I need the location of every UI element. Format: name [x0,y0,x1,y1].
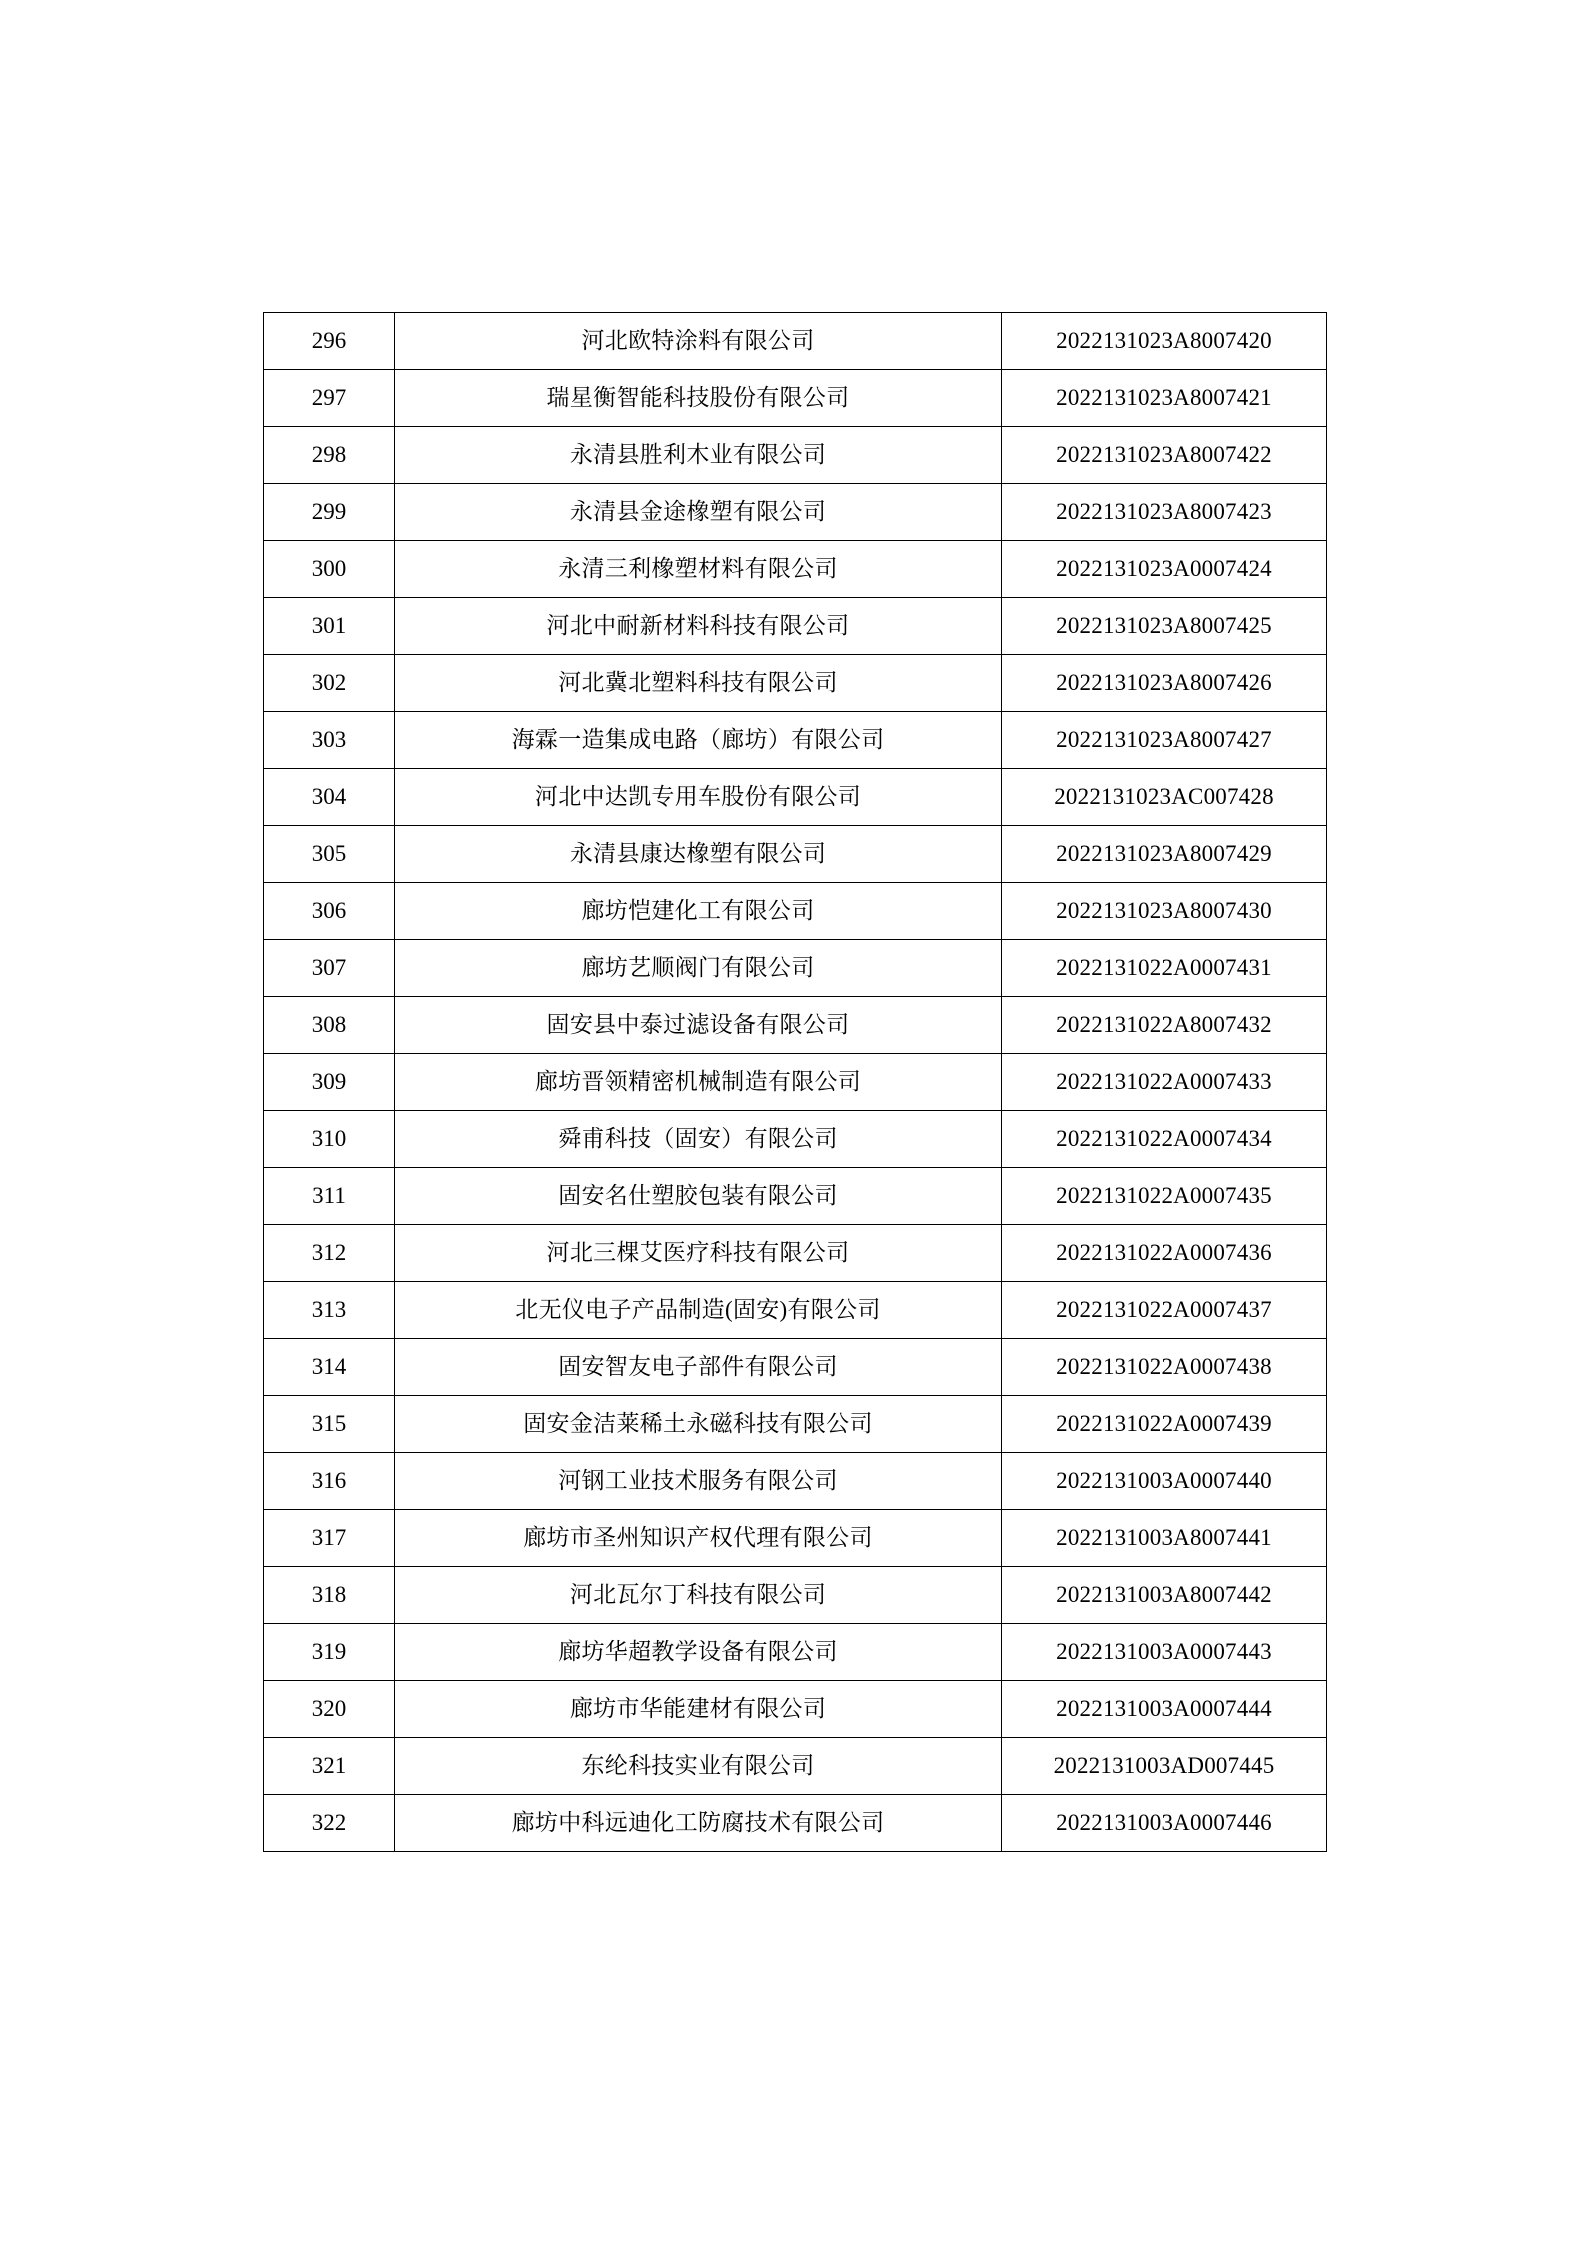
row-index-cell: 301 [264,598,395,655]
certificate-code-cell: 2022131022A0007438 [1002,1339,1327,1396]
row-index-cell: 300 [264,541,395,598]
company-list-table-container [263,312,1326,1852]
table-row [264,541,1327,598]
company-name-cell: 固安金洁莱稀土永磁科技有限公司 [395,1396,1002,1453]
row-index-cell: 297 [264,370,395,427]
row-index-cell: 310 [264,1111,395,1168]
company-name-cell: 固安县中泰过滤设备有限公司 [395,997,1002,1054]
row-index-cell: 303 [264,712,395,769]
company-name-cell: 河钢工业技术服务有限公司 [395,1453,1002,1510]
company-name-cell: 北无仪电子产品制造(固安)有限公司 [395,1282,1002,1339]
certificate-code-cell: 2022131023A8007429 [1002,826,1327,883]
company-name-cell: 永清县康达橡塑有限公司 [395,826,1002,883]
table-row [264,826,1327,883]
table-row [264,655,1327,712]
company-name-cell: 廊坊中科远迪化工防腐技术有限公司 [395,1795,1002,1852]
row-index-cell: 315 [264,1396,395,1453]
certificate-code-cell: 2022131022A0007431 [1002,940,1327,997]
certificate-code-cell: 2022131003A0007443 [1002,1624,1327,1681]
row-index-cell: 318 [264,1567,395,1624]
row-index-cell: 321 [264,1738,395,1795]
company-name-cell: 河北瓦尔丁科技有限公司 [395,1567,1002,1624]
row-index-cell: 320 [264,1681,395,1738]
row-index-cell: 302 [264,655,395,712]
company-name-cell: 廊坊晋领精密机械制造有限公司 [395,1054,1002,1111]
table-row [264,484,1327,541]
table-row [264,1168,1327,1225]
company-name-cell: 河北中达凯专用车股份有限公司 [395,769,1002,826]
row-index-cell: 313 [264,1282,395,1339]
company-name-cell: 永清县金途橡塑有限公司 [395,484,1002,541]
certificate-code-cell: 2022131003A8007442 [1002,1567,1327,1624]
company-name-cell: 固安智友电子部件有限公司 [395,1339,1002,1396]
company-name-cell: 永清三利橡塑材料有限公司 [395,541,1002,598]
table-row [264,1339,1327,1396]
table-row [264,427,1327,484]
company-name-cell: 廊坊艺顺阀门有限公司 [395,940,1002,997]
certificate-code-cell: 2022131003A0007440 [1002,1453,1327,1510]
certificate-code-cell: 2022131022A0007434 [1002,1111,1327,1168]
row-index-cell: 299 [264,484,395,541]
table-row [264,370,1327,427]
certificate-code-cell: 2022131003A0007444 [1002,1681,1327,1738]
company-name-cell: 河北三棵艾医疗科技有限公司 [395,1225,1002,1282]
certificate-code-cell: 2022131023A0007424 [1002,541,1327,598]
row-index-cell: 305 [264,826,395,883]
row-index-cell: 304 [264,769,395,826]
certificate-code-cell: 2022131023AC007428 [1002,769,1327,826]
table-row [264,1510,1327,1567]
table-row [264,997,1327,1054]
row-index-cell: 314 [264,1339,395,1396]
company-name-cell: 瑞星衡智能科技股份有限公司 [395,370,1002,427]
row-index-cell: 307 [264,940,395,997]
table-row [264,1054,1327,1111]
table-body [264,313,1327,1852]
table-row [264,883,1327,940]
certificate-code-cell: 2022131023A8007422 [1002,427,1327,484]
certificate-code-cell: 2022131022A0007437 [1002,1282,1327,1339]
company-name-cell: 河北冀北塑料科技有限公司 [395,655,1002,712]
table-row [264,1225,1327,1282]
table-row [264,313,1327,370]
table-row [264,1396,1327,1453]
certificate-code-cell: 2022131023A8007425 [1002,598,1327,655]
table-row [264,1567,1327,1624]
row-index-cell: 319 [264,1624,395,1681]
company-name-cell: 廊坊华超教学设备有限公司 [395,1624,1002,1681]
company-name-cell: 廊坊市圣州知识产权代理有限公司 [395,1510,1002,1567]
certificate-code-cell: 2022131022A0007439 [1002,1396,1327,1453]
row-index-cell: 309 [264,1054,395,1111]
certificate-code-cell: 2022131023A8007421 [1002,370,1327,427]
certificate-code-cell: 2022131003A8007441 [1002,1510,1327,1567]
certificate-code-cell: 2022131003AD007445 [1002,1738,1327,1795]
table-row [264,598,1327,655]
row-index-cell: 311 [264,1168,395,1225]
company-name-cell: 舜甫科技（固安）有限公司 [395,1111,1002,1168]
table-row [264,1624,1327,1681]
table-row [264,712,1327,769]
certificate-code-cell: 2022131023A8007423 [1002,484,1327,541]
certificate-code-cell: 2022131003A0007446 [1002,1795,1327,1852]
row-index-cell: 312 [264,1225,395,1282]
table-row [264,1453,1327,1510]
table-row [264,1738,1327,1795]
row-index-cell: 317 [264,1510,395,1567]
company-name-cell: 河北欧特涂料有限公司 [395,313,1002,370]
certificate-code-cell: 2022131022A0007435 [1002,1168,1327,1225]
certificate-code-cell: 2022131022A0007436 [1002,1225,1327,1282]
table-row [264,940,1327,997]
company-name-cell: 河北中耐新材料科技有限公司 [395,598,1002,655]
certificate-code-cell: 2022131023A8007420 [1002,313,1327,370]
row-index-cell: 322 [264,1795,395,1852]
row-index-cell: 306 [264,883,395,940]
row-index-cell: 296 [264,313,395,370]
company-name-cell: 东纶科技实业有限公司 [395,1738,1002,1795]
certificate-code-cell: 2022131023A8007426 [1002,655,1327,712]
table-row [264,1111,1327,1168]
company-name-cell: 永清县胜利木业有限公司 [395,427,1002,484]
company-list-table [263,312,1327,1852]
row-index-cell: 298 [264,427,395,484]
table-row [264,1681,1327,1738]
company-name-cell: 廊坊市华能建材有限公司 [395,1681,1002,1738]
row-index-cell: 308 [264,997,395,1054]
table-row [264,769,1327,826]
table-row [264,1795,1327,1852]
company-name-cell: 廊坊恺建化工有限公司 [395,883,1002,940]
certificate-code-cell: 2022131022A8007432 [1002,997,1327,1054]
company-name-cell: 固安名仕塑胶包装有限公司 [395,1168,1002,1225]
certificate-code-cell: 2022131023A8007430 [1002,883,1327,940]
certificate-code-cell: 2022131022A0007433 [1002,1054,1327,1111]
company-name-cell: 海霖一造集成电路（廊坊）有限公司 [395,712,1002,769]
table-row [264,1282,1327,1339]
certificate-code-cell: 2022131023A8007427 [1002,712,1327,769]
row-index-cell: 316 [264,1453,395,1510]
